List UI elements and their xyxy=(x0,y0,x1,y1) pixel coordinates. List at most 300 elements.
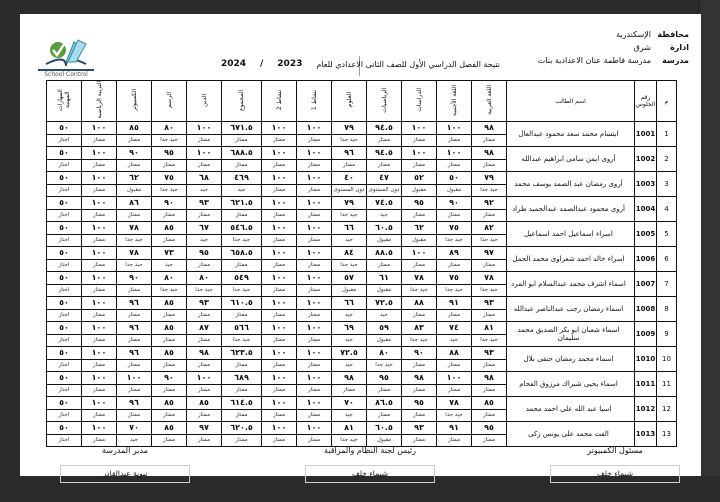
grade-label: ممتاز xyxy=(342,387,356,393)
score-cell xyxy=(222,297,262,322)
seat-number: 1012 xyxy=(635,397,657,422)
score-value: ٧٥ xyxy=(437,272,471,285)
column-header xyxy=(635,81,657,122)
score-cell xyxy=(152,122,187,147)
score-cell xyxy=(47,297,82,322)
score-cell xyxy=(402,347,437,372)
score-cell xyxy=(187,197,222,222)
score-cell xyxy=(152,272,187,297)
score-value: ٩٣ xyxy=(472,297,506,310)
score-value: ١٠٠ xyxy=(187,122,221,135)
grade-label: ممتاز xyxy=(162,212,176,218)
score-value: ١٠٠ xyxy=(262,297,296,310)
grade-label: ممتاز xyxy=(272,312,286,318)
score-value: ٥٠ xyxy=(47,422,81,435)
score-value: ٨٠ xyxy=(152,272,186,285)
header-row xyxy=(47,81,677,122)
score-cell xyxy=(82,172,117,197)
score-cell xyxy=(297,297,332,322)
signature-title: مدير المدرسة xyxy=(101,446,148,455)
grade-label: ممتاز xyxy=(307,137,321,143)
score-value: ٦٨ xyxy=(187,172,221,185)
student-row xyxy=(47,397,677,422)
score-cell xyxy=(367,172,402,197)
grade-label: اجتاز xyxy=(58,212,70,218)
grade-label: ممتاز xyxy=(412,262,426,268)
score-cell xyxy=(222,397,262,422)
score-value: ٩٦ xyxy=(117,397,151,410)
grade-label: ممتاز xyxy=(307,412,321,418)
score-value: ٨٥ xyxy=(152,297,186,310)
score-cell xyxy=(47,122,82,147)
score-cell xyxy=(152,397,187,422)
grade-label: اجتاز xyxy=(58,162,70,168)
score-value: ٧٨ xyxy=(117,247,151,260)
score-cell xyxy=(262,297,297,322)
grade-label: جيد جدا xyxy=(410,337,428,343)
score-cell xyxy=(437,297,472,322)
score-value: ١٠٠ xyxy=(262,322,296,335)
grade-label: ممتاز xyxy=(482,412,496,418)
results-table xyxy=(46,80,677,447)
grade-label: اجتاز xyxy=(58,337,70,343)
student-row xyxy=(47,172,677,197)
score-cell xyxy=(222,247,262,272)
score-value: ١٠٠ xyxy=(297,197,331,210)
grade-label: ممتاز xyxy=(92,437,106,443)
grade-label: ممتاز xyxy=(197,137,211,143)
score-cell xyxy=(367,322,402,347)
grade-label: ممتاز xyxy=(447,262,461,268)
grade-label: ممتاز xyxy=(272,437,286,443)
score-value: ٩٨ xyxy=(402,372,436,385)
grade-label: ممتاز xyxy=(307,212,321,218)
logo-text: School Control xyxy=(38,69,94,78)
signature-title: رئيس لجنة النظام والمراقبة xyxy=(324,446,416,455)
score-cell xyxy=(222,372,262,397)
column-header xyxy=(47,81,82,122)
score-value: ٧٢.٥ xyxy=(332,347,366,360)
score-cell xyxy=(152,422,187,447)
score-value: ٩٦ xyxy=(332,147,366,160)
school-info xyxy=(538,28,689,67)
student-name: اسراء خالد احمد شعراوى محمد الجمل xyxy=(507,247,635,272)
score-cell xyxy=(332,397,367,422)
grade-label: ممتاز xyxy=(412,137,426,143)
score-cell xyxy=(117,422,152,447)
viewer-scrollbar[interactable] xyxy=(701,0,720,502)
score-value: ٩٤.٥ xyxy=(367,147,401,160)
score-cell xyxy=(262,247,297,272)
score-cell xyxy=(332,297,367,322)
grade-label: اجتاز xyxy=(58,262,70,268)
score-cell xyxy=(437,247,472,272)
row-index: 2 xyxy=(657,147,677,172)
grade-label: ممتاز xyxy=(272,412,286,418)
grade-label: جيد جدا xyxy=(480,337,498,343)
seat-number: 1004 xyxy=(635,197,657,222)
score-value: ١٠٠ xyxy=(187,147,221,160)
score-value: ٥٠ xyxy=(47,297,81,310)
score-value: ١٠٠ xyxy=(262,347,296,360)
score-value: ٦٦ xyxy=(332,222,366,235)
score-cell xyxy=(47,197,82,222)
score-value: ٨٨ xyxy=(402,297,436,310)
score-cell xyxy=(82,297,117,322)
grade-label: جيد xyxy=(345,337,353,343)
score-cell xyxy=(262,372,297,397)
grade-label: ممتاز xyxy=(272,187,286,193)
score-value: ٩٨ xyxy=(472,147,506,160)
column-header xyxy=(332,81,367,122)
score-cell xyxy=(152,172,187,197)
score-value: ٦٠.٥ xyxy=(367,422,401,435)
grade-label: ممتاز xyxy=(272,262,286,268)
grade-label: ممتاز xyxy=(162,162,176,168)
grade-label: ممتاز xyxy=(377,387,391,393)
grade-label: جيد جدا xyxy=(125,262,143,268)
grade-label: ممتاز xyxy=(235,312,248,318)
score-cell xyxy=(262,172,297,197)
sheet-title xyxy=(190,59,500,69)
score-value: ٩٠ xyxy=(152,197,186,210)
score-value: ١٠٠ xyxy=(82,272,116,285)
row-index: 10 xyxy=(657,347,677,372)
signature-block xyxy=(550,446,680,483)
score-value: ٨٥ xyxy=(152,322,186,335)
score-cell xyxy=(152,322,187,347)
grade-label: ممتاز xyxy=(272,337,286,343)
score-value: ٦٢ xyxy=(117,172,151,185)
student-name: اسراء اسماعيل احمد اسماعيل xyxy=(507,222,635,247)
column-header xyxy=(507,81,635,122)
governorate-value: الإسكندرية xyxy=(616,30,651,39)
grade-label: ممتاز xyxy=(412,362,426,368)
grade-label: اجتاز xyxy=(58,137,70,143)
score-value: ١٠٠ xyxy=(402,122,436,135)
grade-label: ممتاز xyxy=(92,262,106,268)
score-value: ٦٨٨.٥ xyxy=(222,147,261,160)
score-value: ٧٣ xyxy=(152,247,186,260)
score-value: ٨٨ xyxy=(437,347,471,360)
score-value: ٦١٠.٥ xyxy=(222,297,261,310)
column-header-label: م xyxy=(664,97,669,105)
score-value: ٧٠ xyxy=(332,397,366,410)
score-cell xyxy=(472,172,507,197)
row-index: 1 xyxy=(657,122,677,147)
score-cell xyxy=(82,347,117,372)
score-cell xyxy=(367,272,402,297)
student-name: اسيا عبد الله على احمد محمد xyxy=(507,397,635,422)
score-cell xyxy=(117,122,152,147)
viewer-top-bar xyxy=(0,0,720,14)
score-cell xyxy=(332,372,367,397)
student-name: اسماء شعبان ابو بكر الصديق محمد سليمان xyxy=(507,322,635,347)
grade-label: ممتاز xyxy=(197,387,211,393)
score-cell xyxy=(117,322,152,347)
score-cell xyxy=(222,347,262,372)
column-header-label: اسم الطالب xyxy=(555,97,586,105)
year-separator: / xyxy=(260,59,264,69)
grade-label: جيد xyxy=(345,362,353,368)
score-value: ٩٤.٥ xyxy=(367,122,401,135)
grade-label: جيد جدا xyxy=(445,237,463,243)
grade-label: ممتاز xyxy=(342,162,356,168)
grade-label: ممتاز xyxy=(447,137,461,143)
score-cell xyxy=(117,272,152,297)
grade-label: جيد جدا xyxy=(410,287,428,293)
grade-label: ممتاز xyxy=(235,437,248,443)
grade-label: ممتاز xyxy=(482,262,496,268)
score-cell xyxy=(472,372,507,397)
grade-label: ممتاز xyxy=(197,162,211,168)
score-value: ٥٤٩ xyxy=(222,272,261,285)
score-cell xyxy=(402,372,437,397)
grade-label: ممتاز xyxy=(197,212,211,218)
grade-label: ممتاز xyxy=(307,362,321,368)
score-cell xyxy=(367,122,402,147)
student-name: اسماء اشرف محمد عبدالسلام ابو المرد xyxy=(507,272,635,297)
column-header xyxy=(152,81,187,122)
score-cell xyxy=(437,272,472,297)
score-cell xyxy=(262,272,297,297)
grade-label: جيد جدا xyxy=(160,137,178,143)
score-value: ٤٧ xyxy=(367,172,401,185)
score-value: ٩٣ xyxy=(187,297,221,310)
score-cell xyxy=(367,347,402,372)
score-cell xyxy=(402,297,437,322)
score-cell xyxy=(152,247,187,272)
score-value: ٧٤ xyxy=(437,322,471,335)
column-header-label: رقم الجلوس xyxy=(635,94,656,108)
score-cell xyxy=(332,247,367,272)
score-cell xyxy=(262,397,297,422)
score-cell xyxy=(472,272,507,297)
grade-label: جيد xyxy=(380,312,388,318)
student-row xyxy=(47,372,677,397)
score-value: ١٠٠ xyxy=(297,347,331,360)
score-cell xyxy=(367,197,402,222)
score-value: ٥٩ xyxy=(367,322,401,335)
column-header-label: اللغة العربية xyxy=(485,85,493,115)
grade-label: جيد جدا xyxy=(195,287,213,293)
column-header-label: الرسم xyxy=(165,92,173,108)
student-row xyxy=(47,422,677,447)
score-cell xyxy=(47,222,82,247)
score-value: ٩٨ xyxy=(187,347,221,360)
score-value: ٨٥ xyxy=(117,122,151,135)
score-cell xyxy=(297,372,332,397)
score-value: ٩٠ xyxy=(152,372,186,385)
grade-label: اجتاز xyxy=(58,237,70,243)
grade-label: ممتاز xyxy=(307,187,321,193)
grade-label: اجتاز xyxy=(58,312,70,318)
row-index: 5 xyxy=(657,222,677,247)
column-header-label: الدراسات xyxy=(415,88,423,112)
score-value: ٩٢ xyxy=(472,197,506,210)
score-value: ٨٦ xyxy=(117,197,151,210)
grade-label: ممتاز xyxy=(447,162,461,168)
score-value: ١٠٠ xyxy=(117,372,151,385)
grade-label: ممتاز xyxy=(235,162,248,168)
score-cell xyxy=(402,247,437,272)
student-row xyxy=(47,222,677,247)
score-value: ١٠٠ xyxy=(297,297,331,310)
score-value: ١٠٠ xyxy=(297,272,331,285)
grade-label: ممتاز xyxy=(412,162,426,168)
score-value: ٩٥ xyxy=(152,147,186,160)
column-header xyxy=(437,81,472,122)
grade-label: جيد xyxy=(200,237,208,243)
score-value: ٨٨.٥ xyxy=(367,247,401,260)
score-cell xyxy=(82,197,117,222)
grade-label: ممتاز xyxy=(307,262,321,268)
grade-label: جيد xyxy=(345,412,353,418)
grade-label: ممتاز xyxy=(162,312,176,318)
score-value: ٩٣ xyxy=(402,422,436,435)
grade-label: ممتاز xyxy=(377,162,391,168)
score-value: ١٠٠ xyxy=(262,247,296,260)
row-index: 9 xyxy=(657,322,677,347)
score-cell xyxy=(187,297,222,322)
seat-number: 1010 xyxy=(635,347,657,372)
score-value: ٨٥ xyxy=(152,347,186,360)
score-value: ٩٣ xyxy=(472,347,506,360)
score-cell xyxy=(262,422,297,447)
score-cell xyxy=(472,347,507,372)
score-cell xyxy=(332,222,367,247)
grade-label: ممتاز xyxy=(162,437,176,443)
score-value: ١٠٠ xyxy=(437,372,471,385)
score-value: ١٠٠ xyxy=(402,147,436,160)
grade-label: ممتاز xyxy=(127,162,141,168)
score-cell xyxy=(47,147,82,172)
grade-label: مقبول xyxy=(126,187,142,193)
score-value: ٧٥ xyxy=(152,172,186,185)
grade-label: جيد جدا xyxy=(375,362,393,368)
score-value: ١٠٠ xyxy=(82,322,116,335)
score-cell xyxy=(222,197,262,222)
student-name: اسماء رمضان رجب عبدالناصر عبدالله xyxy=(507,297,635,322)
score-cell xyxy=(82,122,117,147)
score-cell xyxy=(367,372,402,397)
column-header xyxy=(222,81,262,122)
grade-label: ممتاز xyxy=(447,387,461,393)
score-cell xyxy=(222,172,262,197)
score-value: ٦٧١.٥ xyxy=(222,122,261,135)
grade-label: ممتاز xyxy=(482,162,496,168)
grade-label: مقبول xyxy=(376,287,392,293)
column-header-label: العلوم xyxy=(345,92,353,108)
score-value: ٨٥ xyxy=(152,397,186,410)
grade-label: جيد xyxy=(345,312,353,318)
score-cell xyxy=(402,172,437,197)
student-row xyxy=(47,297,677,322)
grade-label: مقبول xyxy=(446,187,462,193)
score-cell xyxy=(297,122,332,147)
grade-label: جيد جدا xyxy=(340,262,358,268)
score-cell xyxy=(82,372,117,397)
score-cell xyxy=(82,147,117,172)
grade-label: جيد جدا xyxy=(445,412,463,418)
score-value: ٥٠ xyxy=(47,372,81,385)
column-header xyxy=(117,81,152,122)
grade-label: جيد xyxy=(237,187,246,193)
grade-label: جيد xyxy=(345,237,353,243)
grade-label: ممتاز xyxy=(272,137,286,143)
score-value: ١٠٠ xyxy=(262,397,296,410)
row-index: 11 xyxy=(657,372,677,397)
score-value: ٨٩ xyxy=(437,247,471,260)
student-row xyxy=(47,272,677,297)
score-value: ٩٦ xyxy=(117,347,151,360)
score-value: ٦٢٣.٥ xyxy=(222,347,261,360)
score-cell xyxy=(82,422,117,447)
score-value: ٩٠ xyxy=(117,147,151,160)
score-cell xyxy=(332,197,367,222)
score-value: ٩٦ xyxy=(117,297,151,310)
score-value: ١٠٠ xyxy=(262,147,296,160)
grade-label: ممتاز xyxy=(92,362,106,368)
grade-label: ممتاز xyxy=(235,362,248,368)
score-cell xyxy=(152,147,187,172)
score-value: ١٠٠ xyxy=(82,397,116,410)
score-value: ١٠٠ xyxy=(297,372,331,385)
student-row xyxy=(47,197,677,222)
score-value: ٥٢ xyxy=(402,172,436,185)
score-value: ١٠٠ xyxy=(262,372,296,385)
grade-label: ممتاز xyxy=(377,262,391,268)
score-value: ٩٠ xyxy=(402,347,436,360)
score-cell xyxy=(222,422,262,447)
grade-label: ممتاز xyxy=(197,312,211,318)
school-control-logo xyxy=(38,32,94,78)
score-cell xyxy=(152,297,187,322)
year-from: 2023 xyxy=(277,59,303,69)
score-cell xyxy=(402,147,437,172)
score-value: ٧٩ xyxy=(332,122,366,135)
grade-label: ممتاز xyxy=(162,387,176,393)
score-value: ٥٤٦.٥ xyxy=(222,222,261,235)
score-value: ٧٨ xyxy=(402,272,436,285)
year-to: 2024 xyxy=(220,59,246,69)
grade-label: ممتاز xyxy=(447,212,461,218)
grade-label: مقبول xyxy=(341,287,357,293)
grade-label: ممتاز xyxy=(482,312,496,318)
score-value: ٦٥٨.٥ xyxy=(222,247,261,260)
column-header xyxy=(472,81,507,122)
grade-label: مقبول xyxy=(376,437,392,443)
grade-label: جيد جدا xyxy=(480,287,498,293)
score-value: ٥٠ xyxy=(47,172,81,185)
score-cell xyxy=(367,247,402,272)
score-cell xyxy=(402,422,437,447)
score-cell xyxy=(297,322,332,347)
score-value: ٦٧ xyxy=(187,222,221,235)
grade-label: ممتاز xyxy=(482,387,496,393)
grade-label: ممتاز xyxy=(447,437,461,443)
grade-label: ممتاز xyxy=(272,212,286,218)
governorate-label: محافظة xyxy=(657,30,689,39)
grade-label: اجتاز xyxy=(58,187,70,193)
score-cell xyxy=(297,172,332,197)
grade-label: اجتاز xyxy=(58,437,70,443)
score-cell xyxy=(472,397,507,422)
score-value: ٦٢١.٥ xyxy=(222,197,261,210)
score-value: ٨١ xyxy=(472,322,506,335)
score-value: ٦٠.٥ xyxy=(367,222,401,235)
grade-label: جيد جدا xyxy=(232,237,251,243)
